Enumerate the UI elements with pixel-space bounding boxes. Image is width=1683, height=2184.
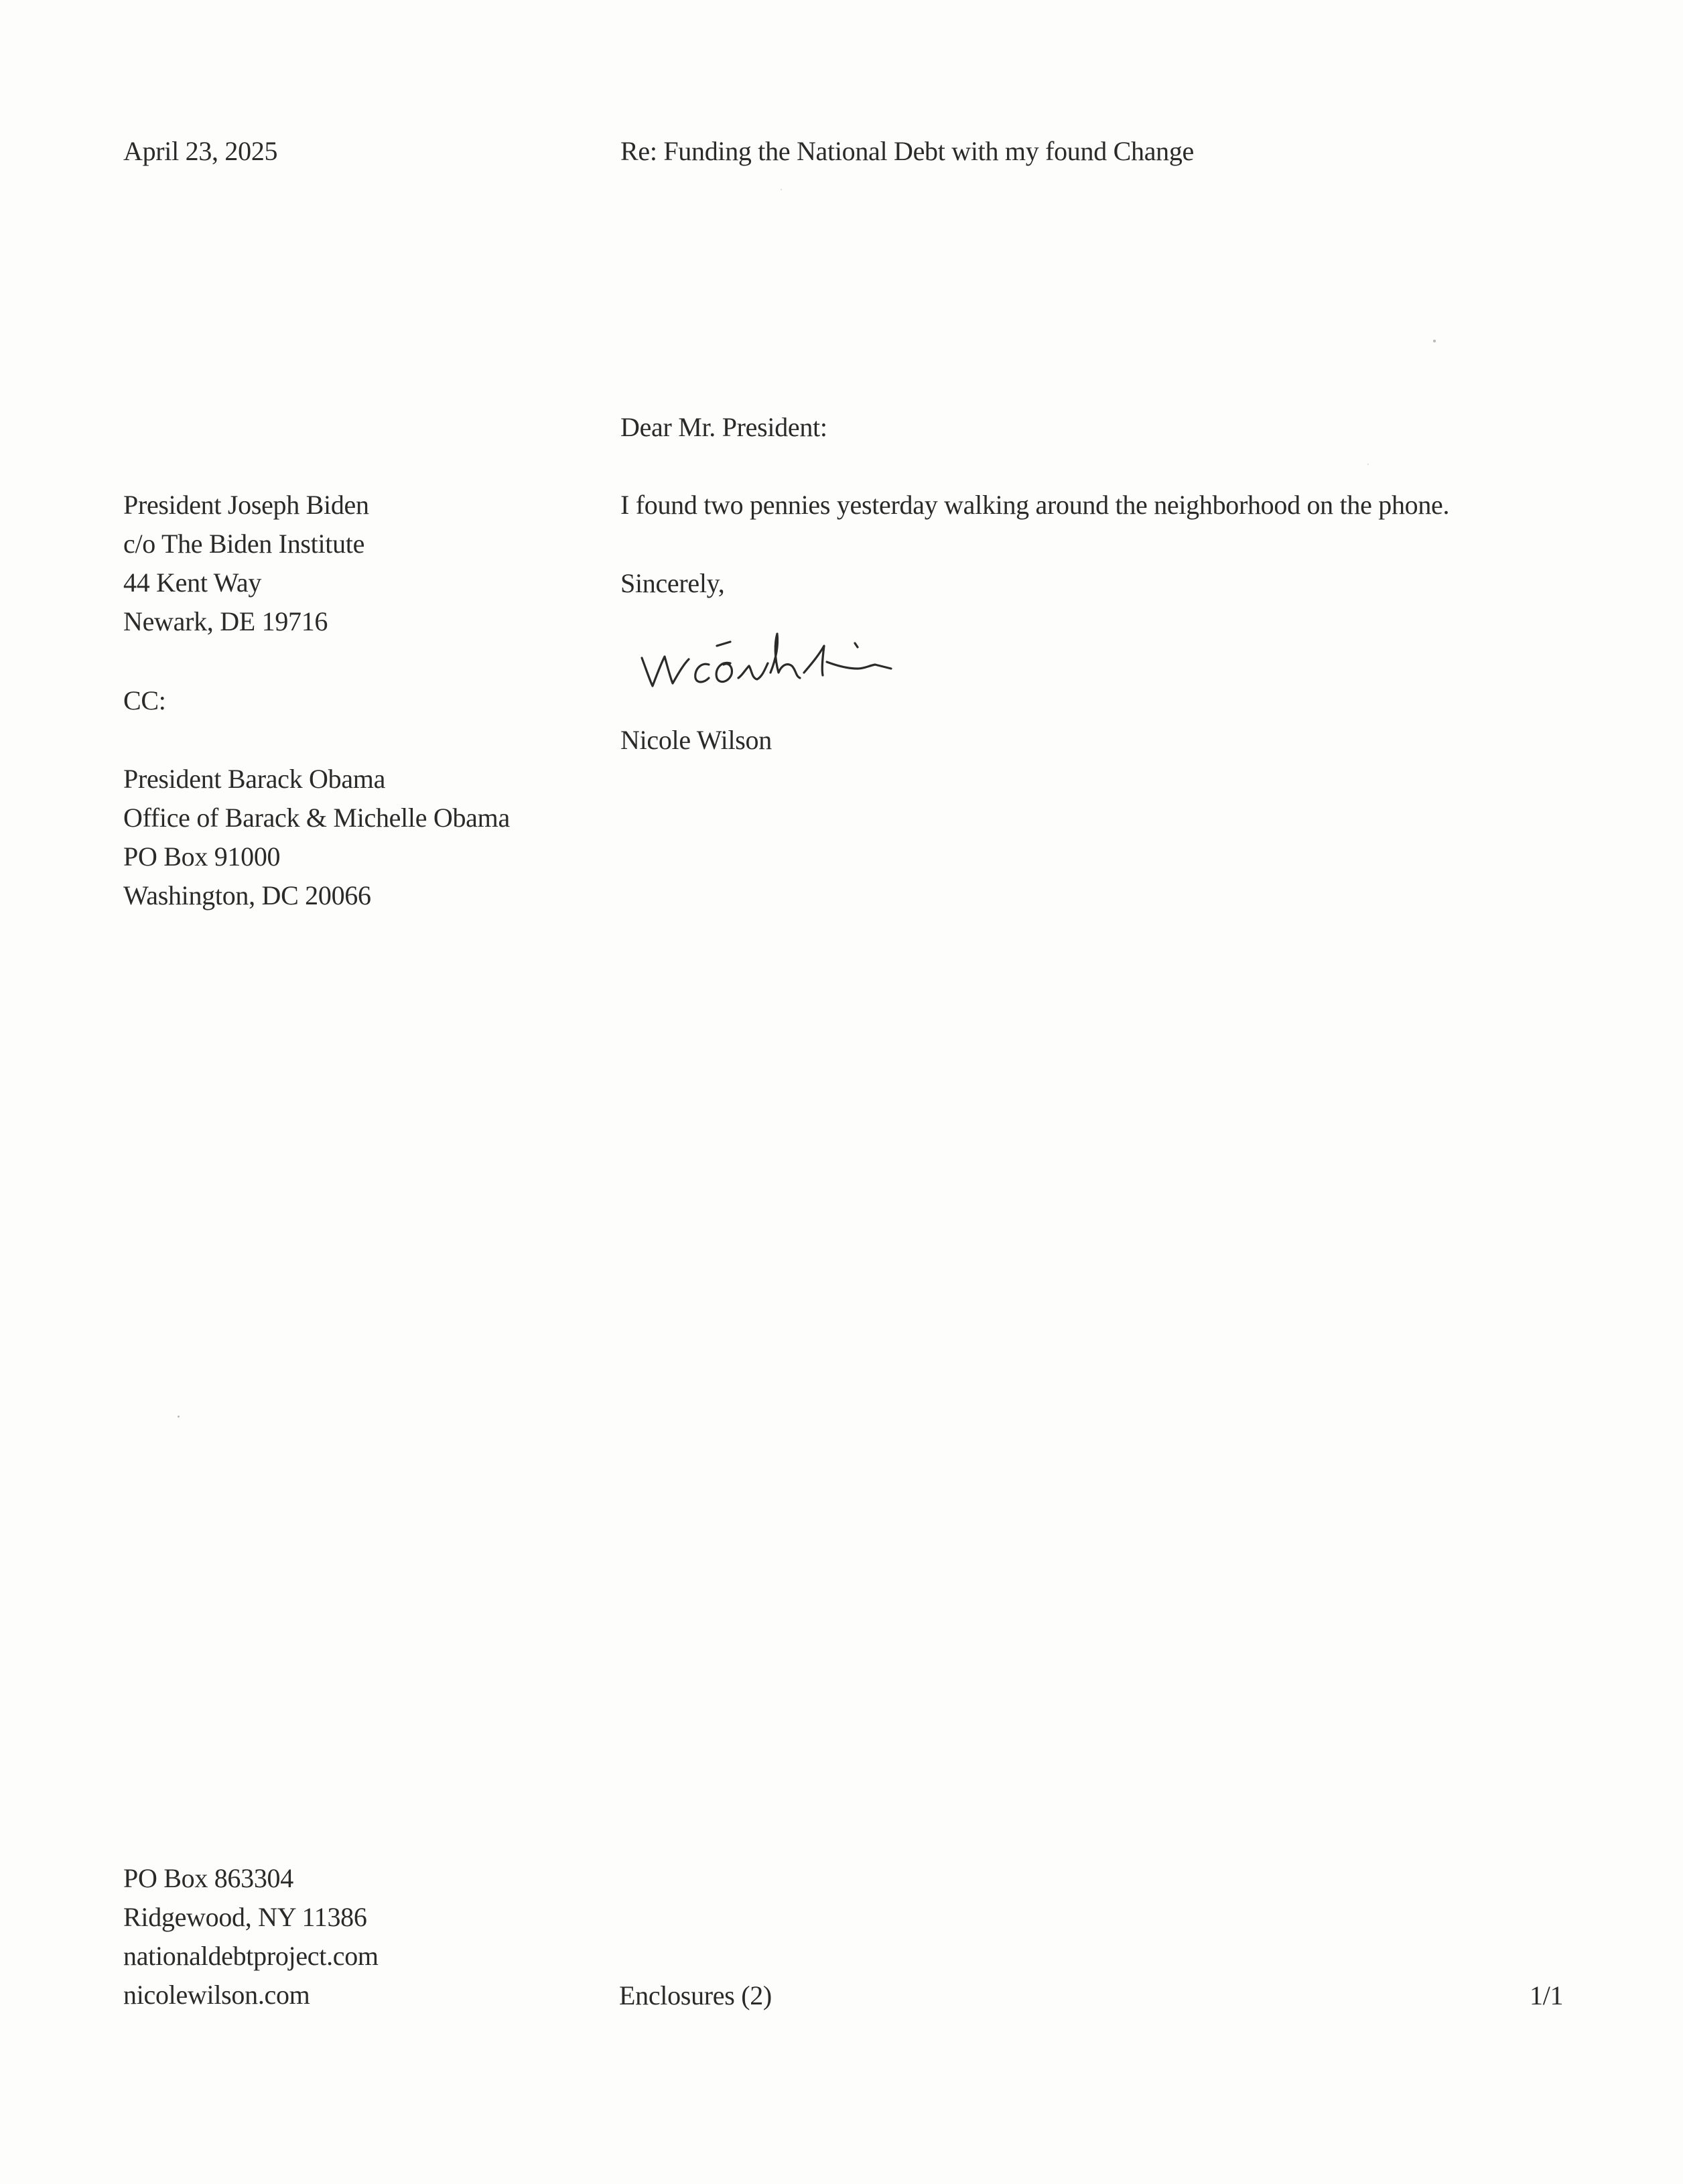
signer-name: Nicole Wilson: [620, 725, 772, 755]
scan-speck: [1433, 340, 1436, 342]
recipient-street: 44 Kent Way: [123, 567, 262, 598]
cc-recipient-street: PO Box 91000: [123, 841, 281, 872]
cc-recipient-address: [123, 760, 510, 915]
handwritten-signature: [636, 616, 925, 703]
scan-speck: [781, 189, 782, 190]
sender-website-2: nicolewilson.com: [123, 1980, 310, 2010]
recipient-name: President Joseph Biden: [123, 490, 369, 520]
cc-recipient-organization: Office of Barack & Michelle Obama: [123, 803, 510, 833]
cc-recipient-name: President Barack Obama: [123, 764, 386, 794]
letter-date: April 23, 2025: [123, 136, 278, 166]
cc-label: CC:: [123, 685, 166, 715]
cc-recipient-city: Washington, DC 20066: [123, 880, 371, 910]
closing: Sincerely,: [620, 568, 725, 598]
scan-speck: [1367, 464, 1369, 465]
sender-city: Ridgewood, NY 11386: [123, 1902, 367, 1932]
recipient-city: Newark, DE 19716: [123, 606, 328, 636]
sender-po-box: PO Box 863304: [123, 1863, 293, 1893]
recipient-address: [123, 486, 369, 641]
sender-website-1: nationaldebtproject.com: [123, 1941, 379, 1971]
sender-address: [123, 1859, 379, 2015]
letter-body: I found two pennies yesterday walking around the neighborhood on the phone.: [620, 490, 1450, 520]
letter-subject: Re: Funding the National Debt with my found Change: [620, 136, 1194, 166]
recipient-organization: c/o The Biden Institute: [123, 529, 365, 559]
salutation: Dear Mr. President:: [620, 412, 827, 442]
enclosures-note: Enclosures (2): [619, 1980, 772, 2010]
page-number: 1/1: [1530, 1980, 1564, 2010]
scan-speck: [178, 1416, 180, 1418]
